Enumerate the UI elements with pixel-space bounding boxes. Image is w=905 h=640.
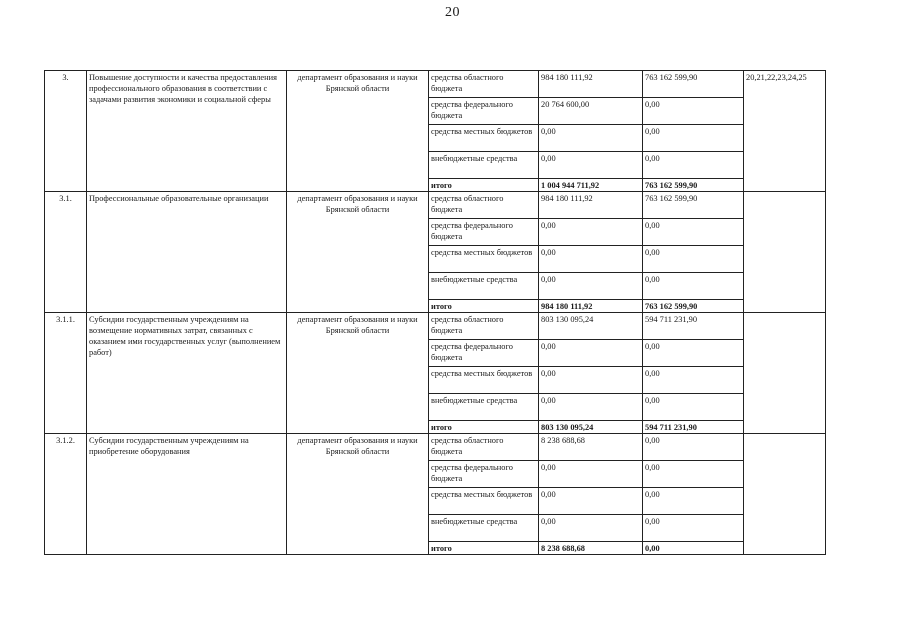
funding-source: внебюджетные средства bbox=[429, 394, 539, 421]
amount-cell: 8 238 688,68 bbox=[539, 434, 643, 461]
total-label: итого bbox=[429, 300, 539, 313]
amount-cell: 20 764 600,00 bbox=[539, 98, 643, 125]
amount-cell: 0,00 bbox=[643, 367, 744, 394]
item-name: Профессиональные образовательные организации bbox=[87, 192, 287, 313]
funding-source: средства областного бюджета bbox=[429, 313, 539, 340]
amount-cell: 0,00 bbox=[643, 434, 744, 461]
table-row bbox=[45, 192, 826, 219]
amount-cell: 0,00 bbox=[539, 461, 643, 488]
amount-cell: 0,00 bbox=[539, 367, 643, 394]
table-row bbox=[45, 71, 826, 98]
amount-cell: 803 130 095,24 bbox=[539, 313, 643, 340]
funding-source: средства местных бюджетов bbox=[429, 367, 539, 394]
amount-cell: 984 180 111,92 bbox=[539, 192, 643, 219]
amount-cell: 0,00 bbox=[643, 125, 744, 152]
total-amount: 763 162 599,90 bbox=[643, 300, 744, 313]
amount-cell: 0,00 bbox=[539, 340, 643, 367]
funding-source: внебюджетные средства bbox=[429, 515, 539, 542]
page-number: 20 bbox=[445, 5, 460, 20]
item-name: Субсидии государственным учреждениям на возмещение нормативных затрат, связанных с оказанием ими государственных услуг (выполнением работ) bbox=[87, 313, 287, 434]
amount-cell: 0,00 bbox=[539, 219, 643, 246]
amount-cell: 763 162 599,90 bbox=[643, 192, 744, 219]
total-amount: 984 180 111,92 bbox=[539, 300, 643, 313]
amount-cell: 0,00 bbox=[643, 515, 744, 542]
amount-cell: 0,00 bbox=[539, 152, 643, 179]
amount-cell: 0,00 bbox=[643, 461, 744, 488]
total-amount: 803 130 095,24 bbox=[539, 421, 643, 434]
funding-source: средства областного бюджета bbox=[429, 434, 539, 461]
funding-source: средства областного бюджета bbox=[429, 192, 539, 219]
item-number: 3.1.2. bbox=[45, 434, 87, 555]
amount-cell: 0,00 bbox=[539, 488, 643, 515]
item-executor: департамент образования и науки Брянской области bbox=[287, 313, 429, 434]
funding-source: средства федерального бюджета bbox=[429, 98, 539, 125]
item-name: Субсидии государственным учреждениям на приобретение оборудования bbox=[87, 434, 287, 555]
item-executor: департамент образования и науки Брянской области bbox=[287, 192, 429, 313]
total-label: итого bbox=[429, 542, 539, 555]
amount-cell: 594 711 231,90 bbox=[643, 313, 744, 340]
budget-table bbox=[44, 70, 826, 555]
total-amount: 763 162 599,90 bbox=[643, 179, 744, 192]
budget-table-body bbox=[45, 71, 826, 555]
funding-source: средства местных бюджетов bbox=[429, 488, 539, 515]
table-row bbox=[45, 313, 826, 340]
funding-source: внебюджетные средства bbox=[429, 273, 539, 300]
total-amount: 8 238 688,68 bbox=[539, 542, 643, 555]
amount-cell: 0,00 bbox=[539, 515, 643, 542]
indicator-numbers bbox=[744, 434, 826, 555]
total-label: итого bbox=[429, 179, 539, 192]
funding-source: средства федерального бюджета bbox=[429, 340, 539, 367]
amount-cell: 0,00 bbox=[643, 152, 744, 179]
item-number: 3.1. bbox=[45, 192, 87, 313]
amount-cell: 0,00 bbox=[539, 246, 643, 273]
item-number: 3. bbox=[45, 71, 87, 192]
amount-cell: 0,00 bbox=[539, 125, 643, 152]
total-amount: 594 711 231,90 bbox=[643, 421, 744, 434]
amount-cell: 0,00 bbox=[643, 340, 744, 367]
item-executor: департамент образования и науки Брянской области bbox=[287, 434, 429, 555]
amount-cell: 0,00 bbox=[539, 394, 643, 421]
total-amount: 0,00 bbox=[643, 542, 744, 555]
funding-source: средства федерального бюджета bbox=[429, 219, 539, 246]
item-name: Повышение доступности и качества предоставления профессионального образования в соответствии с задачами развития экономики и социальной сферы bbox=[87, 71, 287, 192]
indicator-numbers bbox=[744, 313, 826, 434]
item-executor: департамент образования и науки Брянской области bbox=[287, 71, 429, 192]
amount-cell: 0,00 bbox=[539, 273, 643, 300]
funding-source: средства местных бюджетов bbox=[429, 246, 539, 273]
funding-source: средства федерального бюджета bbox=[429, 461, 539, 488]
indicator-numbers bbox=[744, 192, 826, 313]
amount-cell: 763 162 599,90 bbox=[643, 71, 744, 98]
table-row bbox=[45, 434, 826, 461]
total-amount: 1 004 944 711,92 bbox=[539, 179, 643, 192]
funding-source: средства областного бюджета bbox=[429, 71, 539, 98]
indicator-numbers: 20,21,22,23,24,25 bbox=[744, 71, 826, 192]
amount-cell: 0,00 bbox=[643, 394, 744, 421]
amount-cell: 0,00 bbox=[643, 219, 744, 246]
total-label: итого bbox=[429, 421, 539, 434]
item-number: 3.1.1. bbox=[45, 313, 87, 434]
amount-cell: 0,00 bbox=[643, 273, 744, 300]
amount-cell: 0,00 bbox=[643, 98, 744, 125]
funding-source: средства местных бюджетов bbox=[429, 125, 539, 152]
amount-cell: 0,00 bbox=[643, 246, 744, 273]
amount-cell: 984 180 111,92 bbox=[539, 71, 643, 98]
funding-source: внебюджетные средства bbox=[429, 152, 539, 179]
amount-cell: 0,00 bbox=[643, 488, 744, 515]
